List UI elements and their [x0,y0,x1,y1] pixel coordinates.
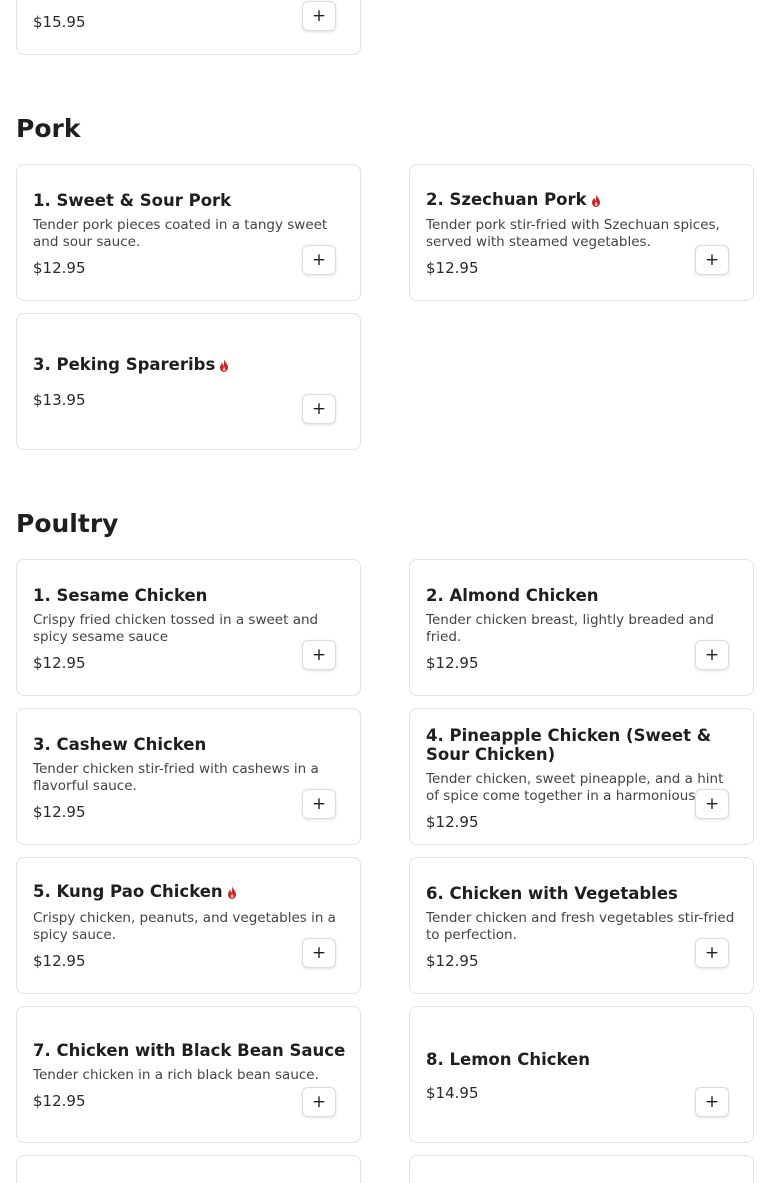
menu-item-card[interactable] [409,1006,754,1143]
menu-item-card[interactable] [16,857,361,994]
plus-icon: + [311,942,327,963]
item-title: 7. Chicken with Black Bean Sauce [33,1041,346,1060]
menu-item-card [16,0,361,55]
add-to-cart-button[interactable] [302,640,336,670]
add-to-cart-button[interactable] [302,938,336,968]
item-title: 4. Pineapple Chicken (Sweet & Sour Chicken) [426,726,712,764]
add-to-cart-button[interactable] [695,640,729,670]
item-title: 2. Almond Chicken [426,586,599,605]
item-title-text: 3. Peking Spareribs [33,355,216,374]
item-description: Tender chicken and fresh vegetables stir-fried to perfection. [426,910,735,943]
item-description: Tender chicken, sweet pineapple, and a hint of spice come together in a harmonious [426,771,724,804]
add-to-cart-button[interactable] [302,1,336,31]
item-price: $12.95 [426,259,479,277]
add-to-cart-button[interactable] [695,1087,729,1117]
item-price: $12.95 [426,654,479,672]
plus-icon: + [704,942,720,963]
item-title: 1. Sweet & Sour Pork [33,191,232,210]
plus-icon: + [311,398,327,419]
item-title: 6. Chicken with Vegetables [426,884,678,903]
flame-icon [219,359,229,372]
item-price: $12.95 [426,813,479,831]
item-description: Tender chicken in a rich black bean sauce. [33,1067,319,1083]
item-price: $13.95 [33,391,86,409]
plus-icon: + [704,644,720,665]
menu-item-card[interactable] [409,708,754,845]
flame-icon [591,194,601,207]
menu-item-card[interactable] [409,1155,754,1183]
item-price: $14.95 [426,1084,479,1102]
add-to-cart-button[interactable] [302,394,336,424]
add-to-cart-button[interactable] [302,245,336,275]
add-to-cart-button[interactable] [302,1087,336,1117]
plus-icon: + [704,249,720,270]
plus-icon: + [704,793,720,814]
item-description: Tender pork stir-fried with Szechuan spices, served with steamed vegetables. [426,217,720,250]
plus-icon: + [311,1091,327,1112]
item-price: $12.95 [426,952,479,970]
plus-icon: + [311,249,327,270]
section-title: Pork [16,114,81,143]
menu-item-card[interactable] [16,708,361,845]
menu-item-card[interactable] [16,313,361,450]
item-price: $12.95 [33,1092,86,1110]
section-title: Poultry [16,509,119,538]
item-description: Tender pork pieces coated in a tangy sweet and sour sauce. [33,217,328,250]
item-description: Tender chicken breast, lightly breaded and fried. [426,612,714,645]
add-to-cart-button[interactable] [695,789,729,819]
item-title: 8. Lemon Chicken [426,1050,590,1069]
item-price: $15.95 [33,13,86,31]
item-description: Crispy chicken, peanuts, and vegetables in a spicy sauce. [33,910,336,943]
menu-item-card[interactable] [16,164,361,301]
add-to-cart-button[interactable] [695,245,729,275]
item-price: $12.95 [33,259,86,277]
item-title [33,882,343,901]
plus-icon: + [311,5,327,26]
plus-icon: + [311,644,327,665]
menu-item-card[interactable] [409,164,754,301]
item-title: 3. Cashew Chicken [33,735,207,754]
item-price: $12.95 [33,952,86,970]
item-price: $12.95 [33,654,86,672]
flame-icon [227,886,237,899]
item-description: Crispy fried chicken tossed in a sweet and spicy sesame sauce [33,612,319,645]
add-to-cart-button[interactable] [302,789,336,819]
item-title-text: 2. Szechuan Pork [426,190,587,209]
menu-item-card[interactable] [16,559,361,696]
item-title [33,355,343,374]
add-to-cart-button[interactable] [695,938,729,968]
menu-item-card[interactable] [409,559,754,696]
menu-item-card[interactable] [16,1006,361,1143]
menu-item-card[interactable] [409,857,754,994]
item-price: $12.95 [33,803,86,821]
item-title-text: 5. Kung Pao Chicken [33,882,223,901]
item-title [426,190,736,209]
item-description: Tender chicken stir-fried with cashews in a flavorful sauce. [33,761,319,794]
item-title: 1. Sesame Chicken [33,586,208,605]
menu-item-card[interactable] [16,1155,361,1183]
plus-icon: + [311,793,327,814]
plus-icon: + [704,1091,720,1112]
